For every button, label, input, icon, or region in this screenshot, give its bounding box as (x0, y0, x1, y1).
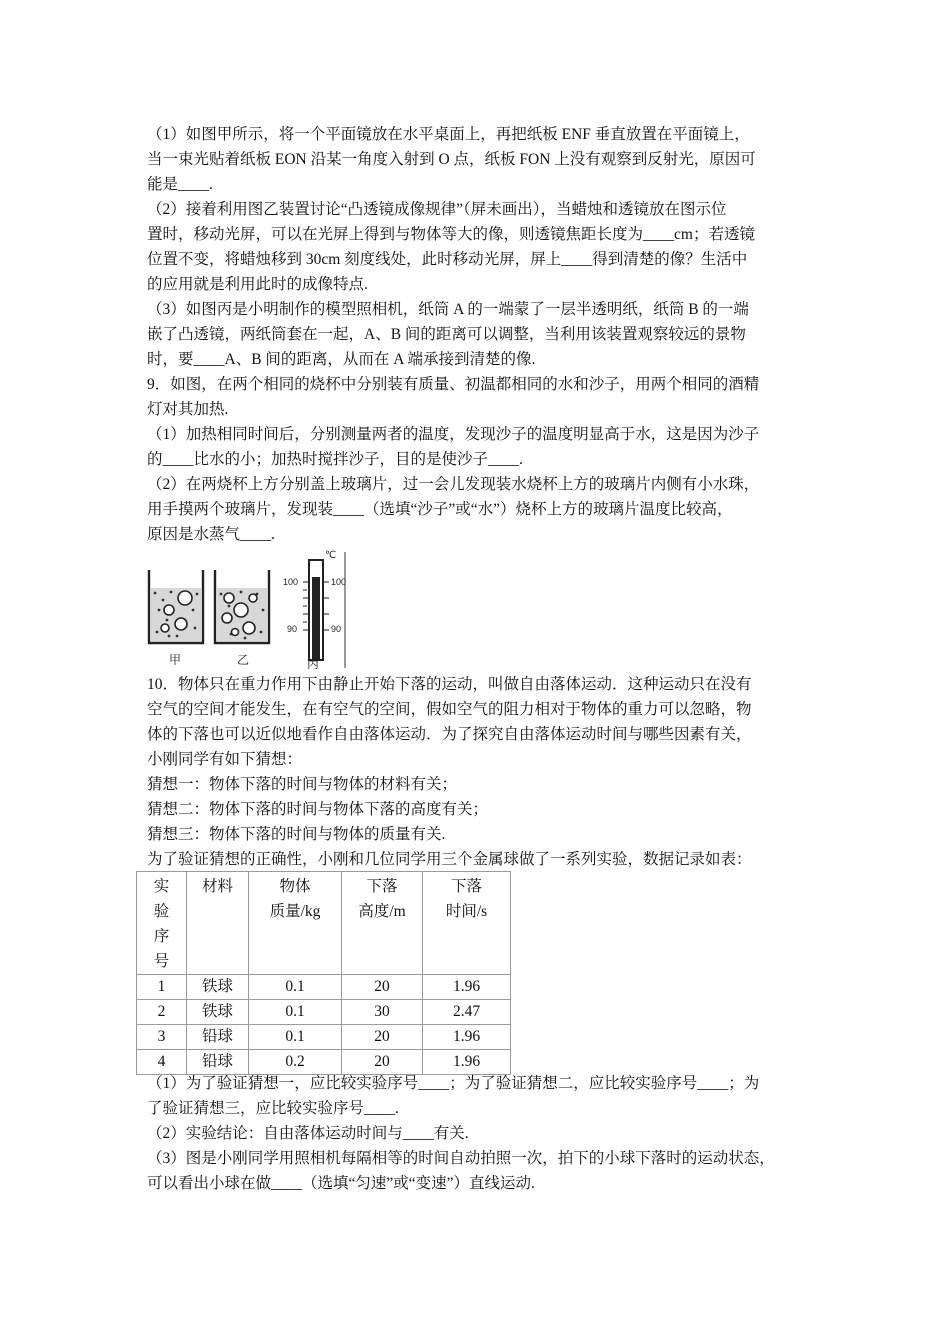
q9-line: 原因是水蒸气____. (147, 526, 275, 543)
header-mass: 物体 质量/kg (249, 872, 342, 975)
q8-line: 置时，移动光屏，可以在光屏上得到与物体等大的像，则透镜焦距长度为____cm；若透镜 (147, 226, 755, 243)
label-bing: 丙 (307, 657, 320, 670)
q10-line: 小刚同学有如下猜想： (147, 751, 303, 768)
question-text (147, 122, 807, 547)
tick-100-left: 100 (283, 577, 299, 587)
table-cell: 2 (137, 1000, 187, 1025)
table-cell: 20 (342, 975, 423, 1000)
q10-line: 猜想二：物体下落的时间与物体下落的高度有关； (147, 801, 489, 818)
header-material: 材料 (187, 872, 249, 975)
q10-line: 猜想一：物体下落的时间与物体的材料有关； (147, 776, 458, 793)
table-cell: 20 (342, 1025, 423, 1050)
table-cell: 1.96 (423, 1025, 511, 1050)
table-header-row (137, 872, 511, 975)
table-cell: 0.1 (249, 1025, 342, 1050)
q9-line: 9．如图，在两个相同的烧杯中分别装有质量、初温都相同的水和沙子，用两个相同的酒精 (147, 376, 760, 393)
table-cell: 铁球 (187, 1000, 249, 1025)
table-cell: 0.1 (249, 1000, 342, 1025)
q8-line: （2）接着利用图乙装置讨论“凸透镜成像规律”（屏未画出），当蜡烛和透镜放在图示位 (147, 201, 727, 218)
q10-text (147, 672, 807, 872)
experiment-table (136, 871, 511, 1075)
table-cell: 铁球 (187, 975, 249, 1000)
q10-line: 猜想三：物体下落的时间与物体的质量有关. (147, 826, 446, 843)
table-cell: 1 (137, 975, 187, 1000)
q8-line: 嵌了凸透镜，两纸筒套在一起，A、B 间的距离可以调整，当利用该装置观察较远的景物 (147, 326, 746, 343)
table-row (137, 1025, 511, 1050)
q9-line: （1）加热相同时间后，分别测量两者的温度，发现沙子的温度明显高于水，这是因为沙子 (147, 426, 760, 443)
q10-sub-line: 可以看出小球在做____（选填“匀速”或“变速”）直线运动. (147, 1175, 535, 1192)
q10-sub-line: （2）实验结论：自由落体运动时间与____有关. (147, 1125, 469, 1142)
q10-sub-line: （3）图是小刚同学用照相机每隔相等的时间自动拍照一次，拍下的小球下落时的运动状态， (147, 1150, 775, 1167)
q10-line: 体的下落也可以近似地看作自由落体运动．为了探究自由落体运动时间与哪些因素有关， (147, 726, 752, 743)
table-cell: 2.47 (423, 1000, 511, 1025)
q8-line: 位置不变，将蜡烛移到 30cm 刻度线处，此时移动光屏，屏上____得到清楚的像？生活中 (147, 251, 748, 268)
table-cell: 20 (342, 1050, 423, 1075)
table-cell: 0.2 (249, 1050, 342, 1075)
q10-sub-line: 了验证猜想三，应比较实验序号____. (147, 1100, 399, 1117)
table-row (137, 1000, 511, 1025)
table-cell: 铅球 (187, 1025, 249, 1050)
q8-line: 的应用就是利用此时的成像特点. (147, 276, 368, 293)
label-jia: 甲 (169, 653, 182, 667)
q9-line: 用手摸两个玻璃片，发现装____（选填“沙子”或“水”）烧杯上方的玻璃片温度比较高， (147, 501, 733, 518)
q8-line: 时，要____A、B 间的距离，从而在 A 端承接到清楚的像. (147, 351, 536, 368)
table-cell: 铅球 (187, 1050, 249, 1075)
table-cell: 30 (342, 1000, 423, 1025)
label-yi: 乙 (237, 653, 250, 667)
header-trial-number: 实 验 序 号 (137, 872, 187, 975)
q8-line: （3）如图丙是小明制作的模型照相机，纸筒 A 的一端蒙了一层半透明纸，纸筒 B 的一端 (147, 301, 749, 318)
q9-line: （2）在两烧杯上方分别盖上玻璃片，过一会儿发现装水烧杯上方的玻璃片内侧有小水珠， (147, 476, 760, 493)
q10-subquestions (147, 1071, 817, 1196)
unit-label: ℃ (325, 550, 337, 561)
q8-line: （1）如图甲所示，将一个平面镜放在水平桌面上，再把纸板 ENF 垂直放置在平面镜上， (147, 126, 750, 143)
tick-100-right: 100 (331, 577, 347, 587)
q10-sub-line: （1）为了验证猜想一，应比较实验序号____；为了验证猜想二，应比较实验序号____；为 (147, 1075, 760, 1092)
q10-line: 为了验证猜想的正确性，小刚和几位同学用三个金属球做了一系列实验，数据记录如表： (147, 851, 752, 868)
tick-90-left: 90 (287, 624, 298, 634)
beaker-thermometer-figure (145, 548, 350, 670)
header-height: 下落 高度/m (342, 872, 423, 975)
table-cell: 0.1 (249, 975, 342, 1000)
table-cell: 3 (137, 1025, 187, 1050)
table-cell: 1.96 (423, 975, 511, 1000)
tick-90-right: 90 (331, 624, 342, 634)
q8-line: 当一束光贴着纸板 EON 沿某一角度入射到 O 点，纸板 FON 上没有观察到反射光，原因可 (147, 151, 756, 168)
q8-line: 能是____. (147, 176, 213, 193)
table-cell: 1.96 (423, 1050, 511, 1075)
q9-line: 的____比水的小；加热时搅拌沙子，目的是使沙子____. (147, 451, 523, 468)
q10-line: 10．物体只在重力作用下由静止开始下落的运动，叫做自由落体运动．这种运动只在没有 (147, 676, 752, 693)
q10-line: 空气的空间才能发生，在有空气的空间，假如空气的阻力相对于物体的重力可以忽略，物 (147, 701, 752, 718)
table-cell: 4 (137, 1050, 187, 1075)
table-row (137, 975, 511, 1000)
q9-line: 灯对其加热. (147, 401, 229, 418)
header-time: 下落 时间/s (423, 872, 511, 975)
